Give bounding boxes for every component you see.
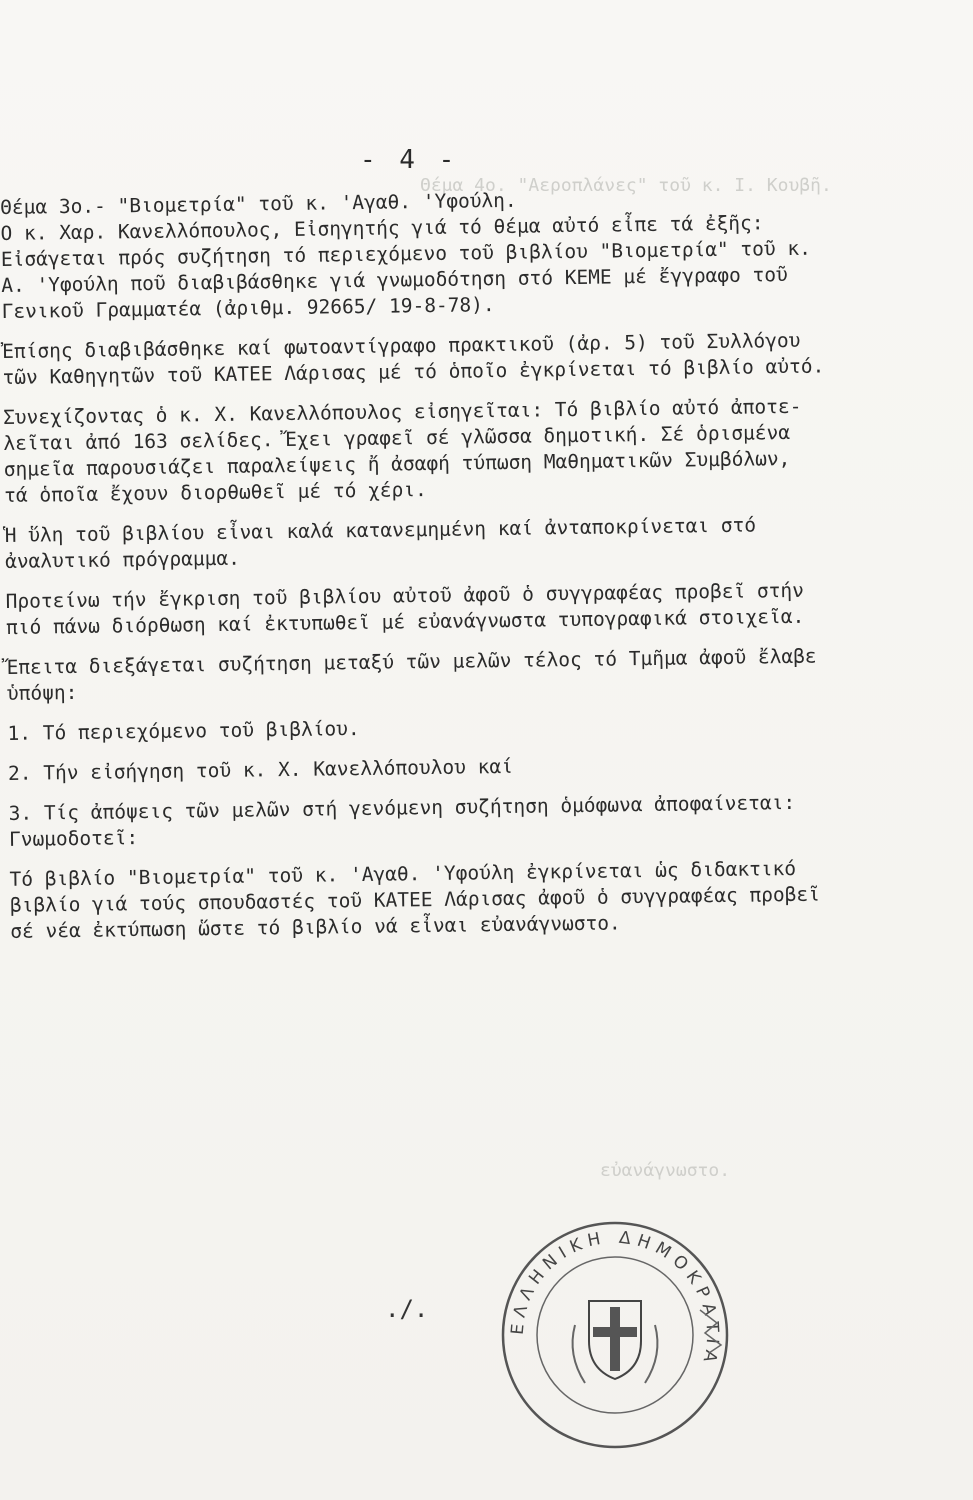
decision-line: Τό βιβλίο "Βιομετρία" τοῦ κ. 'Αγαθ. 'Υφούλη ἐγκρίνεται ὡς διδακτικό	[9, 856, 797, 891]
body-line: σημεῖα παρουσιάζει παραλείψεις ἤ ἀσαφή τύπωση Μαθηματικῶν Συμβόλων,	[3, 446, 791, 481]
decision-heading: Γνωμοδοτεῖ:	[8, 826, 139, 851]
body-line: ὑπόψη:	[6, 680, 78, 705]
body-line: Α. 'Υφούλη ποῦ διαβιβάσθηκε γιά γνωμοδότηση στό ΚΕΜΕ μέ ἔγγραφο τοῦ	[1, 263, 788, 297]
document-body	[0, 182, 970, 945]
decision-line: βιβλίο γιά τούς σπουδαστές τοῦ ΚΑΤΕΕ Λάρισας ἀφοῦ ὁ συγγραφέας προβεῖ	[9, 882, 821, 917]
body-line: Γενικοῦ Γραμματέα (ἀριθμ. 92665/ 19-8-78).	[1, 293, 495, 323]
continuation-mark: ./.	[385, 1295, 429, 1323]
body-line: Προτείνω τήν ἔγκριση τοῦ βιβλίου αὐτοῦ ἀφοῦ ὁ συγγραφέας προβεῖ στήν	[5, 578, 805, 613]
list-item: 2. Τήν εἰσήγηση τοῦ κ. Χ. Κανελλόπουλου καί	[7, 754, 514, 785]
official-seal-icon	[495, 1215, 735, 1455]
body-line: πιό πάνω διόρθωση καί ἐκτυπωθεῖ μέ εὐανάγνωστα τυπογραφικά στοιχεῖα.	[5, 604, 805, 639]
body-line: τά ὁποῖα ἔχουν διορθωθεῖ μέ τό χέρι.	[4, 478, 427, 507]
body-line: Ἡ ὕλη τοῦ βιβλίου εἶναι καλά κατανεμημένη καί ἀνταποκρίνεται στό	[4, 513, 757, 547]
body-line: Ἔπειτα διεξάγεται συζήτηση μεταξύ τῶν μελῶν τέλος τό Τμῆμα ἀφοῦ ἔλαβε	[6, 644, 817, 679]
bleed-through-1: Θέμα 4ο. "Αεροπλάνες" τοῦ κ. Ι. Κουβῆ.	[420, 175, 832, 196]
body-line: Ἐπίσης διαβιβάσθηκε καί φωτοαντίγραφο πρακτικοῦ (ἀρ. 5) τοῦ Συλλόγου	[2, 328, 801, 363]
page-number: - 4 -	[360, 145, 459, 175]
list-item: 3. Τίς ἀπόψεις τῶν μελῶν στή γενόμενη συζήτηση ὁμόφωνα ἀποφαίνεται:	[8, 790, 796, 825]
rapporteur-line: Ο κ. Χαρ. Κανελλόπουλος, Εἰσηγητής γιά τό θέμα αὐτό εἶπε τά ἐξῆς:	[0, 211, 764, 245]
body-line: λεῖται ἀπό 163 σελίδες. Ἔχει γραφεῖ σέ γλῶσσα δημοτική. Σέ ὁρισμένα	[3, 420, 791, 455]
agenda-item-title: Θέμα 3ο.- "Βιομετρία" τοῦ κ. 'Αγαθ. 'Υφούλη.	[0, 188, 517, 219]
body-line: ἀναλυτικό πρόγραμμα.	[4, 546, 241, 573]
body-line: Συνεχίζοντας ὁ κ. Χ. Κανελλόπουλος εἰσηγεῖται: Τό βιβλίο αὐτό ἀποτε-	[2, 394, 802, 429]
bleed-through-2: εὐανάγνωστο.	[600, 1160, 731, 1181]
seal-text: ΕΛΛΗΝΙΚΗ ΔΗΜΟΚΡΑΤΙΑ	[507, 1227, 723, 1371]
body-line: τῶν Καθηγητῶν τοῦ ΚΑΤΕΕ Λάρισας μέ τό ὁποῖο ἐγκρίνεται τό βιβλίο αὐτό.	[2, 354, 825, 389]
decision-line: σέ νέα ἐκτύπωση ὥστε τό βιβλίο νά εἶναι εὐανάγνωστο.	[10, 911, 621, 943]
list-item: 1. Τό περιεχόμενο τοῦ βιβλίου.	[7, 717, 360, 745]
body-line: Εἰσάγεται πρός συζήτηση τό περιεχόμενο τοῦ βιβλίου "Βιομετρία" τοῦ κ.	[0, 236, 812, 271]
